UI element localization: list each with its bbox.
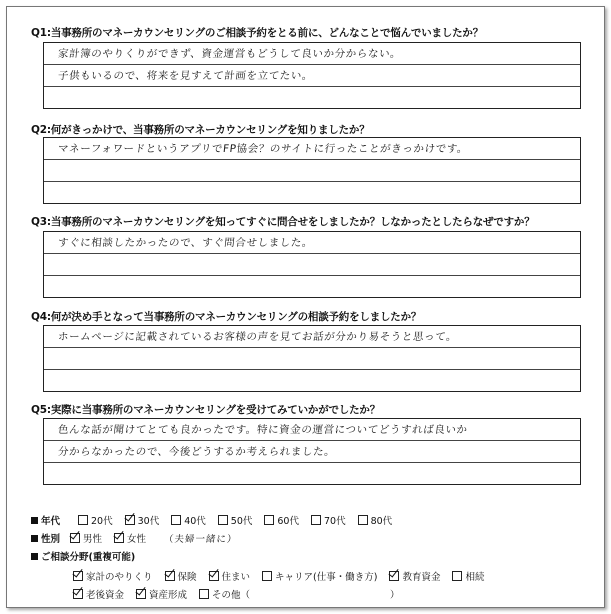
age-option-1[interactable] (125, 513, 160, 527)
answer-box-4 (43, 325, 581, 392)
checkbox-icon[interactable] (311, 515, 321, 525)
question-4-label: Q4:何が決め手となって当事務所のマネーカウンセリングの相談予約をしましたか？ (31, 311, 422, 323)
field-option-label: 住まい (221, 572, 251, 583)
gender-note: （夫婦一緒に） (163, 534, 238, 545)
question-1-label: Q1:当事務所のマネーカウンセリングのご相談予約をとる前に、どんなことで悩んでいましたか？ (31, 27, 484, 39)
age-option-label: 80代 (370, 516, 393, 527)
answer-4-line-1: ホームページに記載されているお客様の声を見てお話が分かり易そうと思って。 (57, 331, 458, 343)
field-option-2[interactable] (199, 587, 250, 601)
fields-row (31, 549, 135, 563)
survey-sheet (6, 6, 605, 608)
age-label: 年代 (41, 516, 61, 527)
answer-box-3 (43, 231, 581, 298)
answer-box-5 (43, 418, 581, 485)
answer-3-line-1: すぐに相談したかったので、すぐ問合せしました。 (57, 237, 314, 249)
age-option-label: 50代 (230, 516, 253, 527)
field-option-label: 保険 (177, 572, 197, 583)
gender-option-label: 男性 (83, 534, 103, 545)
age-row (31, 513, 404, 527)
field-option-label: 資産形成 (149, 590, 188, 601)
age-option-2[interactable] (171, 513, 206, 527)
bullet-square-icon (31, 517, 38, 524)
age-option-label: 70代 (323, 516, 346, 527)
field-option-label: その他（ (212, 590, 251, 601)
field-option-label: 老後資金 (86, 590, 125, 601)
age-option-5[interactable] (311, 513, 346, 527)
checkbox-icon[interactable] (218, 515, 228, 525)
fields-label: ご相談分野(重複可能) (41, 552, 136, 563)
checked-checkbox-icon[interactable] (73, 589, 83, 599)
answer-5-line-2: 分からなかったので、今後どうするか考えられました。 (57, 446, 336, 458)
field-option-1[interactable] (136, 587, 187, 601)
checked-checkbox-icon[interactable] (114, 533, 124, 543)
bullet-square-icon (31, 553, 38, 560)
age-option-label: 40代 (184, 516, 206, 527)
answer-5-line-1: 色んな話が聞けてとても良かったです。特に資金の運営についてどうすれば良いか (57, 424, 469, 436)
other-close-paren: ） (390, 590, 400, 601)
checkbox-icon[interactable] (78, 515, 88, 525)
fields-options-row-2 (73, 587, 400, 601)
field-option-label: 家計のやりくり (86, 572, 153, 583)
answer-box-1 (43, 42, 581, 109)
answer-1-line-2: 子供もいるので、将来を見すえて計画を立てたい。 (57, 70, 314, 82)
checkbox-icon[interactable] (199, 589, 209, 599)
checked-checkbox-icon[interactable] (165, 571, 175, 581)
gender-row (31, 531, 238, 545)
field-option-label: 教育資金 (402, 572, 441, 583)
checked-checkbox-icon[interactable] (136, 589, 146, 599)
gender-option-1[interactable] (114, 531, 146, 545)
checked-checkbox-icon[interactable] (209, 571, 219, 581)
checked-checkbox-icon[interactable] (389, 571, 399, 581)
gender-option-0[interactable] (70, 531, 102, 545)
checkbox-icon[interactable] (264, 515, 274, 525)
field-option-1[interactable] (165, 569, 197, 583)
field-option-4[interactable] (389, 569, 440, 583)
field-option-3[interactable] (262, 569, 377, 583)
checkbox-icon[interactable] (452, 571, 462, 581)
question-3-label: Q3:当事務所のマネーカウンセリングを知ってすぐに問合せをしましたか？しなかったとしたらなぜですか？ (31, 216, 535, 228)
checkbox-icon[interactable] (358, 515, 368, 525)
checkbox-icon[interactable] (171, 515, 181, 525)
answer-2-line-1: マネーフォワードというアプリでFP協会？のサイトに行ったことがきっかけです。 (57, 143, 469, 155)
field-option-0[interactable] (73, 569, 153, 583)
checked-checkbox-icon[interactable] (125, 515, 135, 525)
bullet-square-icon (31, 535, 38, 542)
age-option-3[interactable] (218, 513, 253, 527)
age-option-label: 30代 (137, 516, 160, 527)
answer-1-line-1: 家計簿のやりくりができず、資金運営もどうして良いか分からない。 (57, 48, 402, 60)
fields-options-row-1 (73, 569, 497, 583)
field-option-label: キャリア(仕事・働き方) (275, 572, 378, 583)
age-option-4[interactable] (264, 513, 299, 527)
field-option-5[interactable] (452, 569, 484, 583)
checked-checkbox-icon[interactable] (70, 533, 80, 543)
answer-box-2 (43, 137, 581, 204)
gender-label: 性別 (41, 534, 61, 545)
checkbox-icon[interactable] (262, 571, 272, 581)
age-option-0[interactable] (78, 513, 113, 527)
age-option-6[interactable] (358, 513, 393, 527)
checked-checkbox-icon[interactable] (73, 571, 83, 581)
field-option-0[interactable] (73, 587, 124, 601)
question-5-label: Q5:実際に当事務所のマネーカウンセリングを受けてみていかがでしたか？ (31, 404, 381, 416)
field-option-2[interactable] (209, 569, 251, 583)
question-2-label: Q2:何がきっかけで、当事務所のマネーカウンセリングを知りましたか？ (31, 124, 370, 136)
field-option-label: 相続 (465, 572, 485, 583)
age-option-label: 60代 (277, 516, 299, 527)
gender-option-label: 女性 (127, 534, 147, 545)
age-option-label: 20代 (91, 516, 113, 527)
